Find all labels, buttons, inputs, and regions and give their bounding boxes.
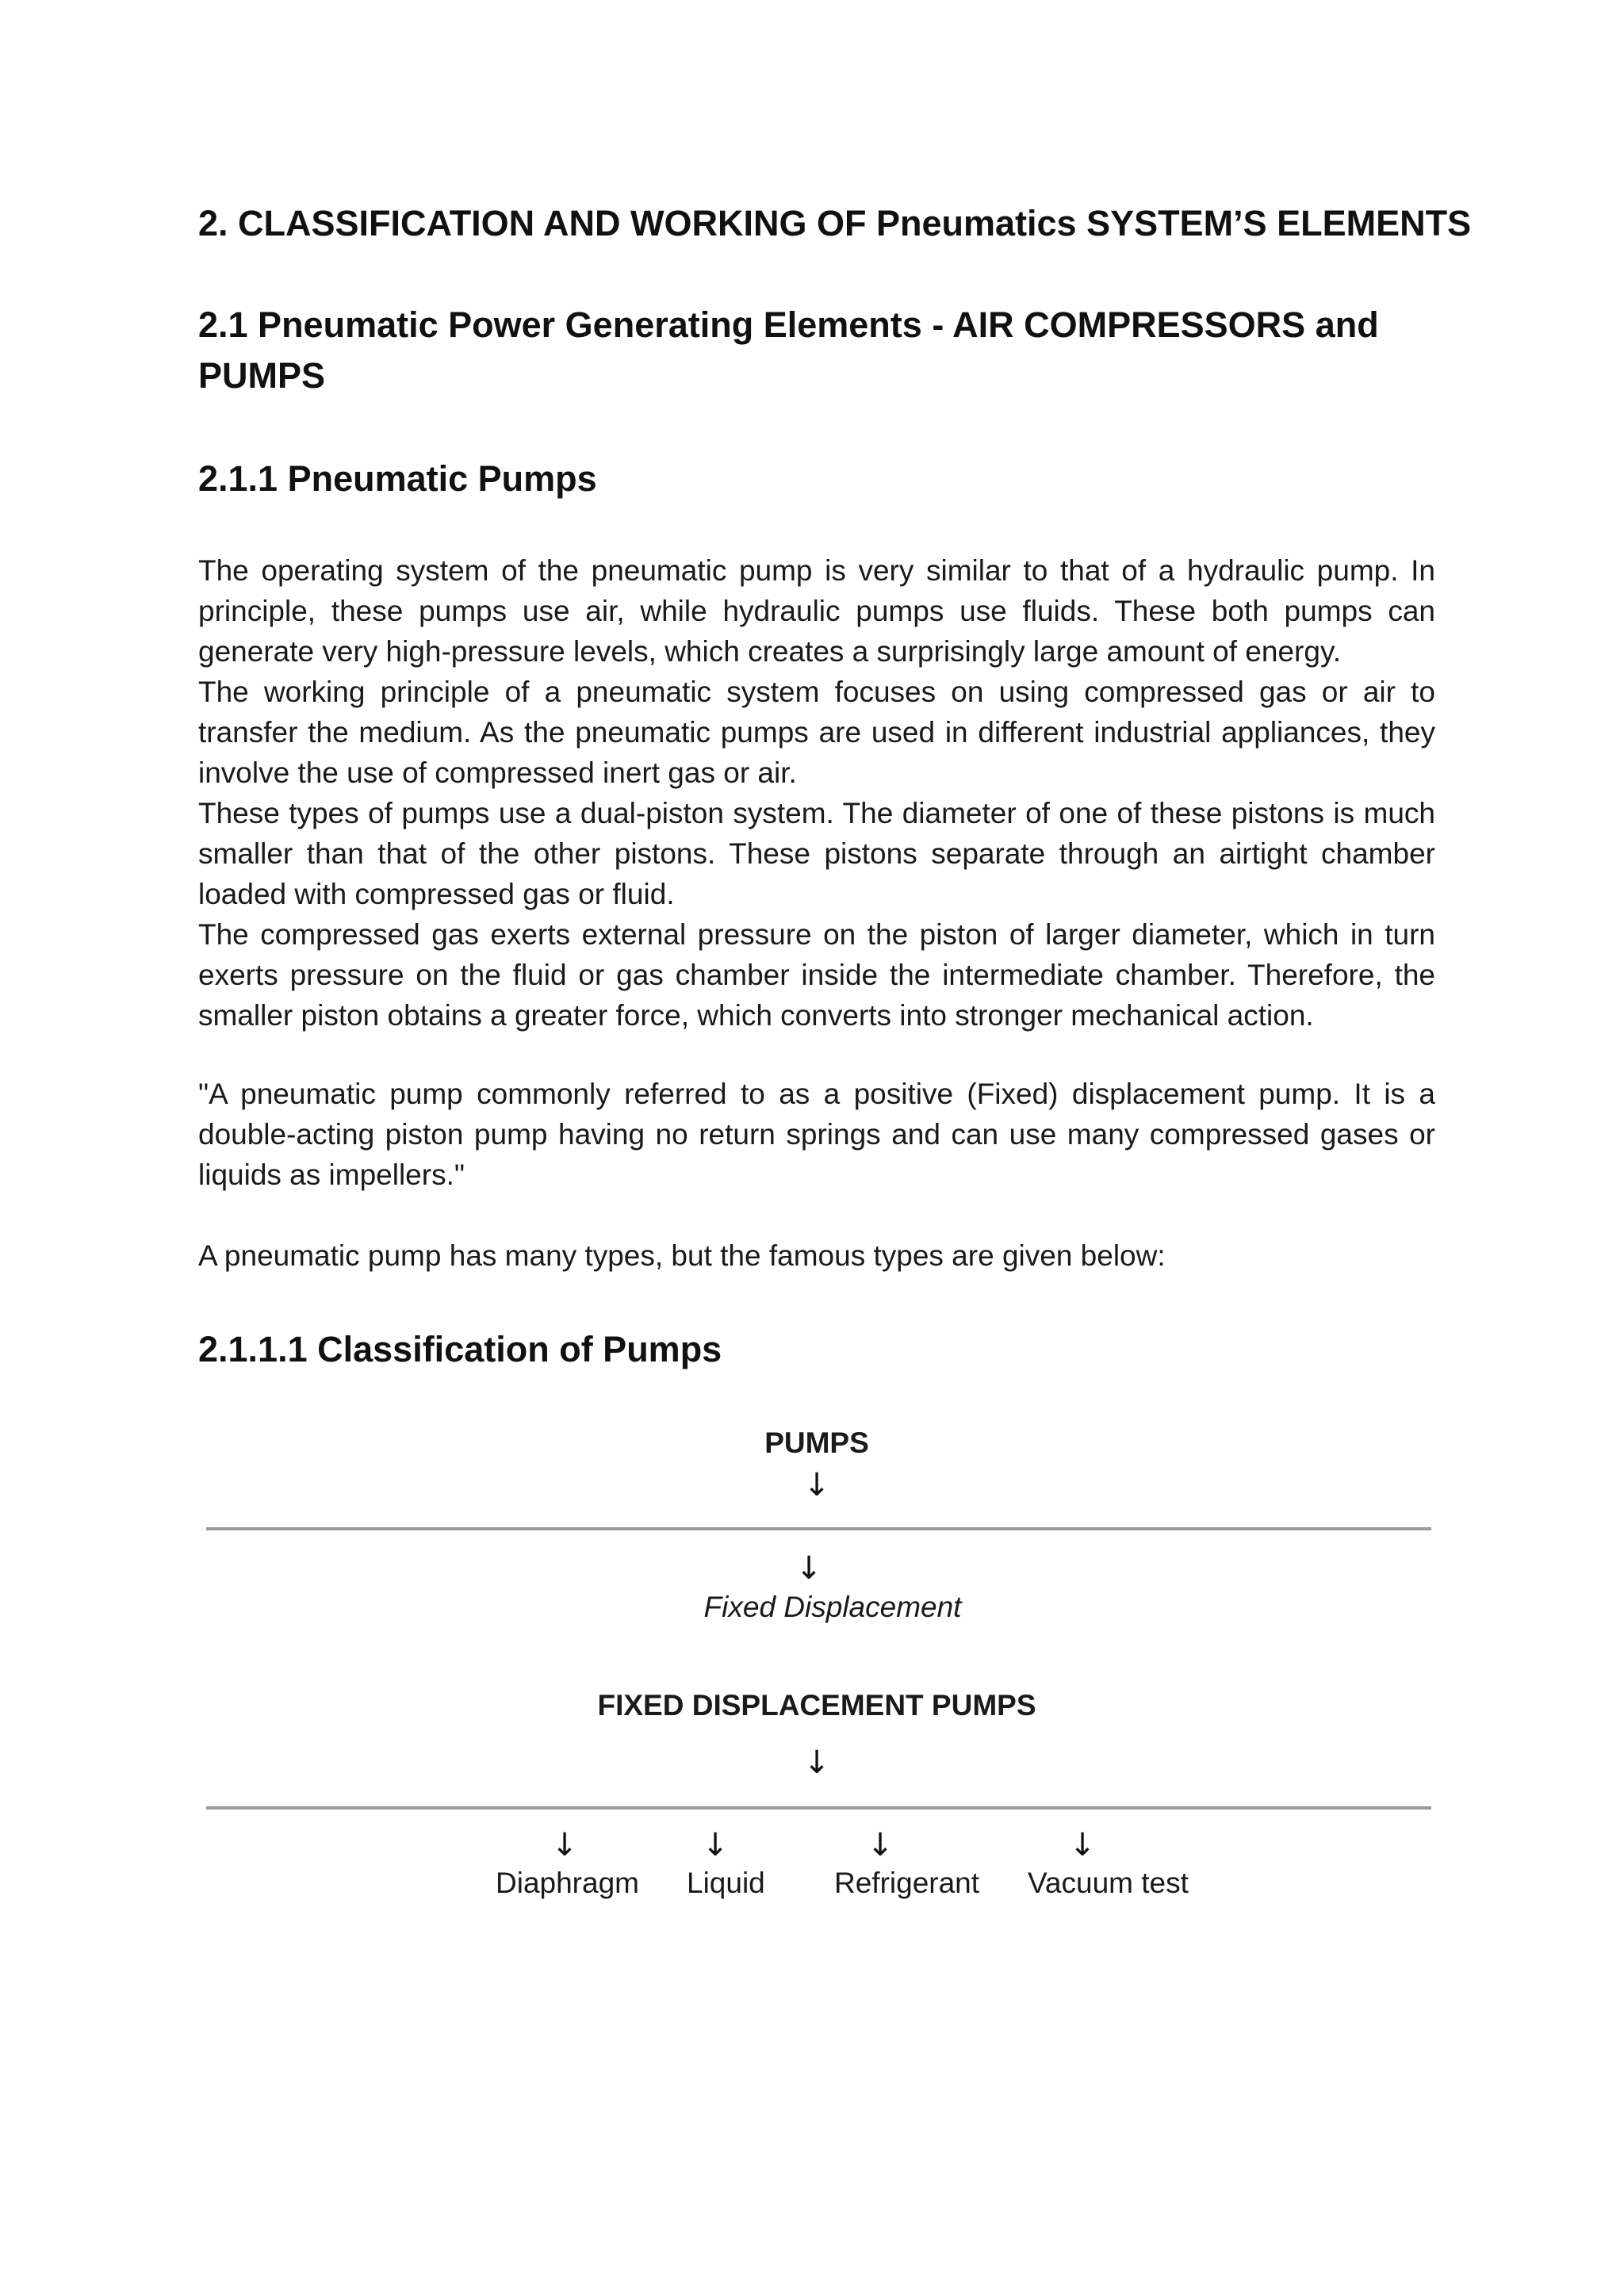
diagram-branch-label: Fixed Displacement <box>703 1591 962 1623</box>
body-paragraphs <box>198 550 1435 1036</box>
subsubsection-heading: 2.1.1 Pneumatic Pumps <box>198 458 597 499</box>
down-arrow-icon: ↓ <box>702 1827 729 1863</box>
diagram-leaf-diaphragm: Diaphragm <box>496 1867 639 1899</box>
diagram-leaf-refrigerant: Refrigerant <box>834 1867 980 1899</box>
paragraph: The working principle of a pneumatic system focuses on using compressed gas or air to transfer the medium. As the pneumatic pumps are used in different industrial appliances, they involve the use of compressed inert gas or air. <box>198 676 1435 789</box>
down-arrow-icon: ↓ <box>867 1827 894 1863</box>
diagram-subroot-label: FIXED DISPLACEMENT PUMPS <box>597 1689 1036 1721</box>
diagram-leaf-vacuum-test: Vacuum test <box>1028 1867 1189 1899</box>
diagram-root-label: PUMPS <box>764 1427 869 1459</box>
paragraph: These types of pumps use a dual-piston system. The diameter of one of these pistons is much smaller than that of the other pistons. These pistons separate through an airtight chamber loaded with compressed gas or fluid. <box>198 797 1435 910</box>
paragraph: The compressed gas exerts external pressure on the piston of larger diameter, which in turn exerts pressure on the fluid or gas chamber inside the intermediate chamber. Therefore, the smaller piston obtains a greater force, which converts into stronger mechanical action. <box>198 918 1435 1032</box>
definition-quote: "A pneumatic pump commonly referred to as a positive (Fixed) displacement pump. It is a double-acting piston pump having no return springs and can use many compressed gases or liquids as impellers." <box>198 1078 1435 1191</box>
paragraph: The operating system of the pneumatic pump is very similar to that of a hydraulic pump. In principle, these pumps use air, while hydraulic pumps use fluids. These both pumps can generate very high-pressure levels, which creates a surprisingly large amount of energy. <box>198 554 1435 668</box>
subsection-heading: 2.1 Pneumatic Power Generating Elements - AIR COMPRESSORS and PUMPS <box>198 304 1379 396</box>
diagram-divider <box>206 1527 1431 1530</box>
section-heading: 2. CLASSIFICATION AND WORKING OF Pneumatics SYSTEM’S ELEMENTS <box>198 203 1472 243</box>
down-arrow-icon: ↓ <box>795 1550 822 1587</box>
down-arrow-icon: ↓ <box>1069 1827 1096 1863</box>
diagram-leaf-liquid: Liquid <box>687 1867 765 1899</box>
classification-heading: 2.1.1.1 Classification of Pumps <box>198 1329 722 1369</box>
types-intro: A pneumatic pump has many types, but the famous types are given below: <box>198 1239 1166 1272</box>
down-arrow-icon: ↓ <box>551 1827 578 1863</box>
down-arrow-icon: ↓ <box>803 1744 830 1781</box>
diagram-divider <box>206 1806 1431 1810</box>
down-arrow-icon: ↓ <box>803 1467 830 1503</box>
